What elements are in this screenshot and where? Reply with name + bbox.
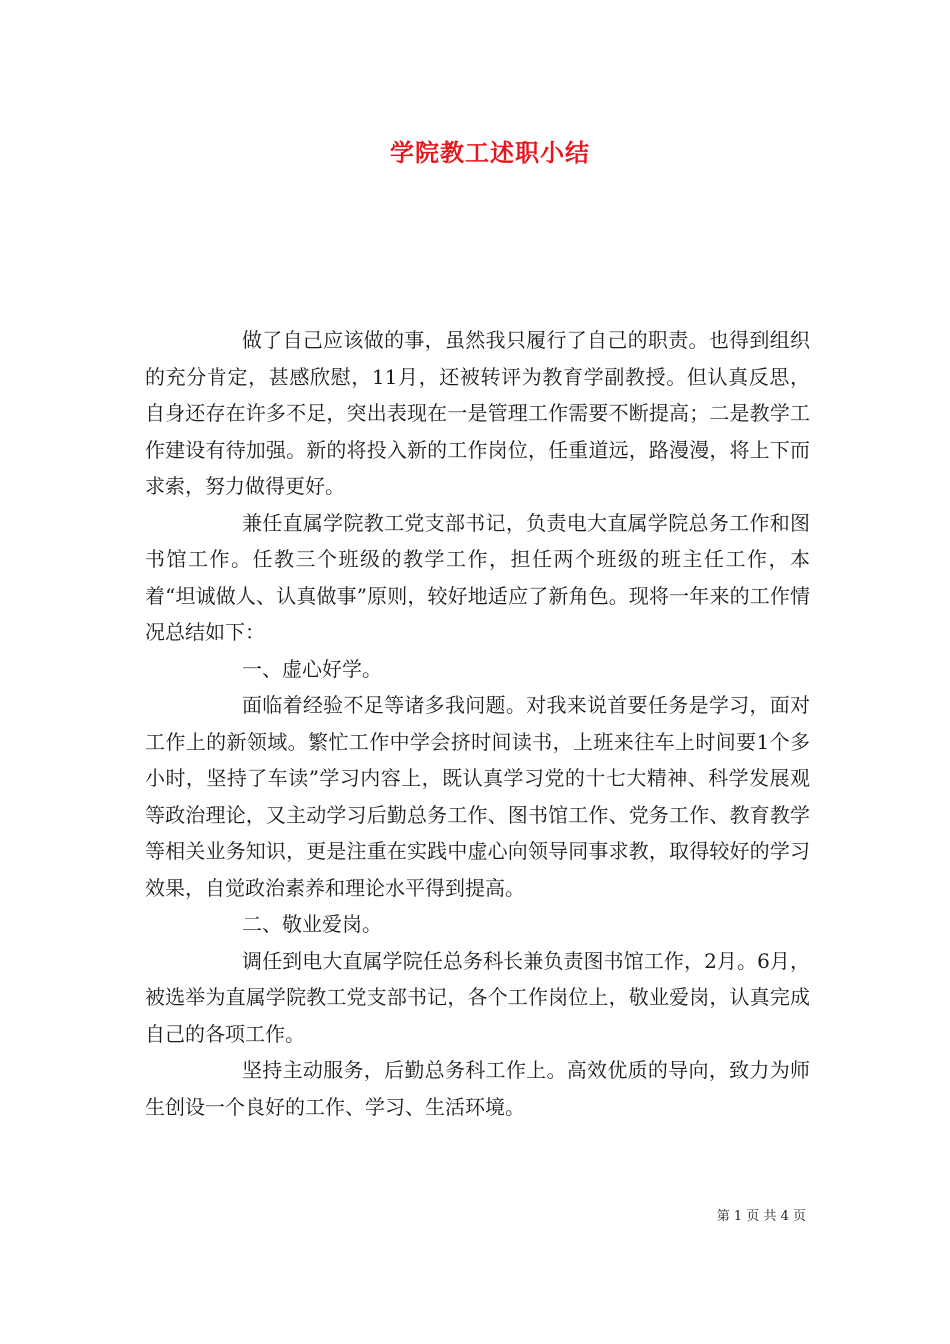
- section-heading-1: 一、虚心好学。: [242, 656, 382, 681]
- paragraph-5: 坚持主动服务，后勤总务科工作上。高效优质的导向，致力为师生创设一个良好的工作、学习、生活环境。: [145, 1058, 810, 1119]
- document-title: 学院教工述职小结: [390, 138, 590, 167]
- section-heading-2: 二、敬业爱岗。: [242, 912, 382, 936]
- document-body: [145, 322, 810, 1125]
- page-number: 第 1 页 共 4 页: [716, 1209, 806, 1224]
- paragraph-1: 做了自己应该做的事，虽然我只履行了自己的职责。也得到组织的充分肯定，甚感欣慰，11月，还被转评为教育学副教授。但认真反思，自身还存在许多不足，突出表现在一是管理工作需要不断提高；二是教学工作建设有待加强。新的将投入新的工作岗位，任重道远，路漫漫，将上下而求索，努力做得更好。: [145, 328, 810, 498]
- paragraph-2: 兼任直属学院教工党支部书记，负责电大直属学院总务工作和图书馆工作。任教三个班级的教学工作，担任两个班级的班主任工作，本着“坦诚做人、认真做事”原则，较好地适应了新角色。现将一年来的工作情况总结如下：: [145, 510, 810, 644]
- paragraph-4: 调任到电大直属学院任总务科长兼负责图书馆工作，2月。6月，被选举为直属学院教工党支部书记，各个工作岗位上，敬业爱岗，认真完成自己的各项工作。: [145, 948, 810, 1046]
- paragraph-3: 面临着经验不足等诸多我问题。对我来说首要任务是学习，面对工作上的新领域。繁忙工作中学会挤时间读书，上班来往车上时间要1个多小时，坚持了车读”学习内容上，既认真学习党的十七大精神、科学发展观等政治理论，又主动学习后勤总务工作、图书馆工作、党务工作、教育教学等相关业务知识，更是注重在实践中虚心向领导同事求教，取得较好的学习效果，自觉政治素养和理论水平得到提高。: [145, 693, 810, 900]
